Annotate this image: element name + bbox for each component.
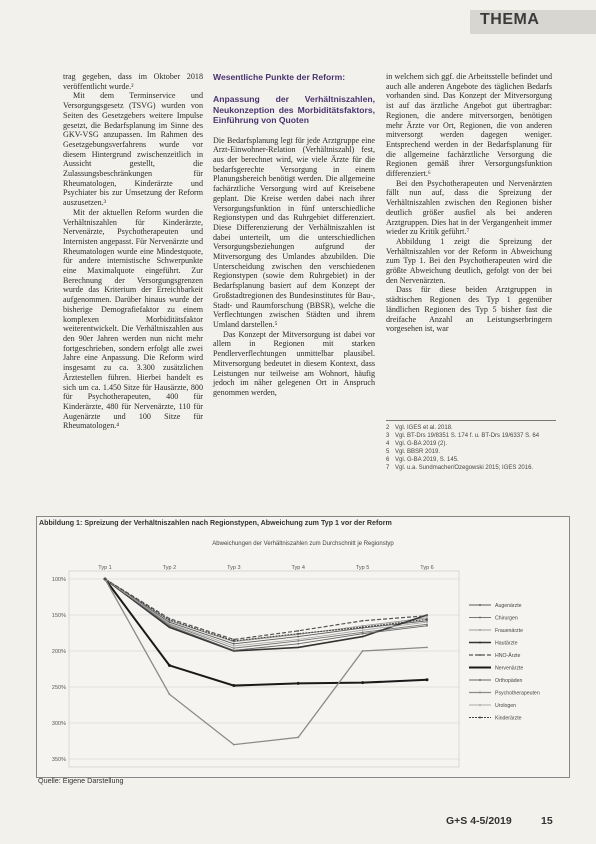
y-tick-label: 300%	[51, 721, 66, 727]
data-point	[297, 682, 300, 685]
y-tick-label: 200%	[51, 649, 66, 655]
footnote: 4 Vgl. G-BA 2019 (2).	[386, 441, 448, 447]
data-point	[169, 623, 171, 625]
data-point	[169, 625, 171, 627]
data-point	[362, 629, 364, 631]
x-tick-label: Typ 2	[162, 565, 177, 571]
paragraph: Bei den Psychotherapeuten und Nervenärzten fällt nun auf, dass die Spreizung der Verhältniszahlen zwischen den Regionen bisher deutlich größer ausfiel als bei anderen Arztgruppen. Dies hat in der Vergangenheit immer wieder zu Kritik geführt.⁷	[386, 178, 552, 237]
legend-label: Kinderärzte	[495, 715, 522, 722]
x-tick-label: Typ 3	[227, 565, 241, 571]
data-point	[426, 647, 428, 649]
x-tick-label: Typ 5	[355, 565, 370, 571]
data-point	[297, 639, 299, 641]
legend-label: Orthopäden	[495, 678, 523, 684]
section-subheading: Anpassung der Verhältniszahlen, Neukonzeption des Morbiditätsfaktors, Einführung von Quoten	[213, 94, 375, 126]
legend-label: Urologen	[495, 703, 517, 709]
data-point	[362, 650, 364, 652]
data-point	[233, 645, 235, 647]
data-point	[168, 664, 171, 667]
paragraph: in welchem sich ggf. die Arbeitsstelle befindet und auch alle anderen Angebote des täglichen Bedarfs vorhanden sind. Das Konzept der Mitversorgung ist auf das ärztliche Angebot gut übertragbar: Regionen, die andere mitversorgen, benötigen mehr Ärzte vor Ort, Regionen, die von anderen mitversorgt werden dagegen weniger. Entsprechend werden in der Bedarfsplanung für die allgemeine fachärztliche Versorgung die Regionen gemäß ihrer Versorgungsfunktion differenziert.⁶	[386, 72, 552, 179]
footnote: 6 Vgl. G-BA 2019, S. 145.	[386, 457, 459, 463]
section-heading: Wesentliche Punkte der Reform:	[213, 72, 346, 82]
figure-caption: Abbildung 1: Spreizung der Verhältniszahlen nach Regionstypen, Abweichung zum Typ 1 vor der Reform	[39, 519, 392, 527]
legend-marker	[479, 629, 481, 631]
footnotes	[386, 420, 556, 472]
data-point	[297, 643, 299, 645]
paragraph: trag gegeben, dass im Oktober 2018 veröffentlicht wurde.²	[63, 72, 203, 91]
footnote: 5 Vgl. BBSR 2019.	[386, 449, 441, 455]
data-point	[426, 625, 428, 627]
data-point	[233, 643, 235, 645]
data-point	[297, 633, 299, 635]
series-line	[105, 579, 427, 646]
data-point	[426, 615, 428, 617]
paragraph: Die Bedarfsplanung legt für jede Arztgruppe eine Arzt-Einwohner-Relation (Verhältniszahl) fest, aus der berechnet wird, wie viele Ärzte für die bedarfsgerechte Versorgung in einem Planungsbereich benötigt werden. Die allgemeine fachärztliche Versorgung wird auf Kreisebene geplant. Die Kreise werden dabei nach ihrer Versorgungsfunktion in fünf unterschiedliche Regionstypen und das Ruhrgebiet differenziert. Diese Differenzierung der Verhältniszahlen ist dabei unterteilt, um die unterschiedlichen Versorgungsbeziehungen aufgrund der Mitversorgung des Umlandes abzubilden. Die Unterscheidung zwischen den verschiedenen Regionstypen (sowie dem Ruhrgebiet) in der Bedarfsplanung basiert auf dem Konzept der Großstadtregionen des Bundesinstitutes für Bau-, Stadt- und Raumforschung (BBSR), welche die Verflechtungen zwischen Städten und ihrem Umland darstellen.⁵	[213, 135, 375, 329]
magazine-issue: G+S 4-5/2019	[446, 815, 512, 827]
line-chart	[37, 517, 569, 777]
x-tick-label: Typ 4	[291, 565, 305, 571]
data-point	[426, 618, 428, 620]
data-point	[362, 620, 364, 622]
legend-marker	[479, 617, 481, 619]
y-tick-label: 250%	[51, 685, 66, 691]
data-point	[104, 578, 106, 580]
y-tick-label: 150%	[51, 613, 66, 619]
y-tick-label: 100%	[51, 577, 66, 583]
legend-label: HNO-Ärzte	[495, 653, 521, 659]
text-column-1	[63, 72, 203, 431]
data-point	[362, 626, 364, 628]
data-point	[233, 744, 235, 746]
footnote: 3 Vgl. BT-Drs 19/8351 S. 174 f. u. BT-Drs 19/6337 S. 64	[386, 433, 540, 439]
legend-marker	[479, 654, 481, 656]
data-point	[426, 621, 428, 623]
series-line	[105, 579, 427, 686]
x-tick-label: Typ 1	[98, 565, 112, 571]
legend-marker	[479, 692, 481, 694]
data-point	[169, 693, 171, 695]
series-line	[105, 579, 427, 745]
footnote: 7 Vgl. u.a. Sundmacher/Ozegowski 2015; IGES 2016.	[386, 465, 534, 471]
y-tick-label: 350%	[51, 757, 66, 763]
legend-label: Augenärzte	[495, 603, 522, 609]
data-point	[169, 619, 171, 621]
legend-label: Hautärzte	[495, 640, 518, 647]
legend-marker	[479, 704, 481, 706]
page-number: 15	[541, 815, 553, 827]
legend-marker	[479, 642, 481, 644]
figure-source: Quelle: Eigene Darstellung	[38, 776, 124, 785]
legend-label: Chirurgen	[495, 615, 518, 622]
legend-marker	[479, 679, 481, 681]
data-point	[297, 636, 299, 638]
data-point	[361, 681, 364, 684]
plot-frame	[69, 571, 459, 767]
data-point	[233, 649, 235, 651]
figure-box	[36, 516, 570, 778]
data-point	[297, 737, 299, 739]
x-tick-label: Typ 6	[420, 565, 434, 571]
chart-subtitle: Abweichungen der Verhältniszahlen zum Durchschnitt je Regionstyp	[212, 541, 394, 547]
paragraph: Mit dem Terminservice und Versorgungsgesetz (TSVG) wurden von Seiten des Gesetzgebers weitere Impulse gesetzt, die Bedarfsplanung im Sinne des GKV-VSG anzupassen. Im Rahmen des Gesetzgebungsverfahrens wurde vor diesem Hintergrund zwischenzeitlich in Aussicht gestellt, die Zulassungsbeschränkungen für Rheumatologen, Kinderärzte und Psychiater bis zur Umsetzung der Reform auszusetzen.³	[63, 91, 203, 208]
footnote: 2 Vgl. IGES et al. 2018.	[386, 425, 453, 431]
legend-label: Nervenärzte	[495, 665, 524, 672]
data-point	[426, 678, 429, 681]
data-point	[233, 647, 235, 649]
paragraph: Dass für diese beiden Arztgruppen in städtischen Regionen des Typ 1 gegenüber ländlichen Regionen des Typ 5 bisher fast die dreifache Anzahl an Leistungserbringern vorgesehen ist, war	[386, 285, 552, 334]
section-label: THEMA	[480, 11, 540, 28]
data-point	[233, 640, 235, 642]
data-point	[362, 636, 364, 638]
legend-label: Psychotherapeuten	[495, 690, 540, 697]
legend-marker	[479, 604, 481, 606]
legend-label: Frauenärzte	[495, 628, 523, 634]
data-point	[232, 684, 235, 687]
paragraph: Abbildung 1 zeigt die Spreizung der Verhältniszahlen vor der Reform in Abweichung zum Typ 1. Bei den Psychotherapeuten wird die größte Abweichung deutlich, gefolgt von der bei den Nervenärzten.	[386, 236, 552, 285]
data-point	[297, 630, 299, 632]
text-column-3	[386, 72, 552, 334]
legend-marker	[479, 667, 481, 669]
series-line	[105, 579, 427, 644]
paragraph: Mit der aktuellen Reform wurden die Verhältniszahlen für Kinderärzte, Nervenärzte, Psychotherapeuten und Internisten angepasst. Für Nervenärzte und Rheumatologen wurde eine Mindestquote, für andere internistische Schwerpunkte eine Maximalquote eingeführt. Zur Berechnung der Versorgungsgrenzen wurde das Kriterium der Erreichbarkeit aufgenommen. Darüber hinaus wurde der bisherige Demografiefaktor zu einem komplexen Morbiditätsfaktor weiterentwickelt. Die Verhältniszahlen aus den 90er Jahren werden nun nicht mehr fortgeschrieben, sondern erfolgt alle zwei Jahre eine Anpassung. Die Reform wird insgesamt zu ca. 3.300 zusätzlichen Ärztestellen führen. Hierbei handelt es sich um ca. 1.450 Sitze für Hausärzte, 800 für Psychotherapeuten, 400 für Kinderärzte, 480 für Nervenärzte, 110 für Augenärzte und 100 Sitze für Rheumatologen.⁴	[63, 207, 203, 431]
series-line	[105, 579, 427, 650]
legend-marker	[479, 717, 481, 719]
data-point	[362, 633, 364, 635]
data-point	[297, 647, 299, 649]
paragraph: Das Konzept der Mitversorgung ist dabei vor allem in Regionen mit starken Pendlerverflechtungen unmittelbar plausibel. Mitversorgung bedeutet in diesem Kontext, dass Leistungen nur teilweise am Wohnort, häufig jedoch im näher gelegenen Ort in Anspruch genommen werden,	[213, 329, 375, 397]
text-column-2	[213, 72, 375, 398]
